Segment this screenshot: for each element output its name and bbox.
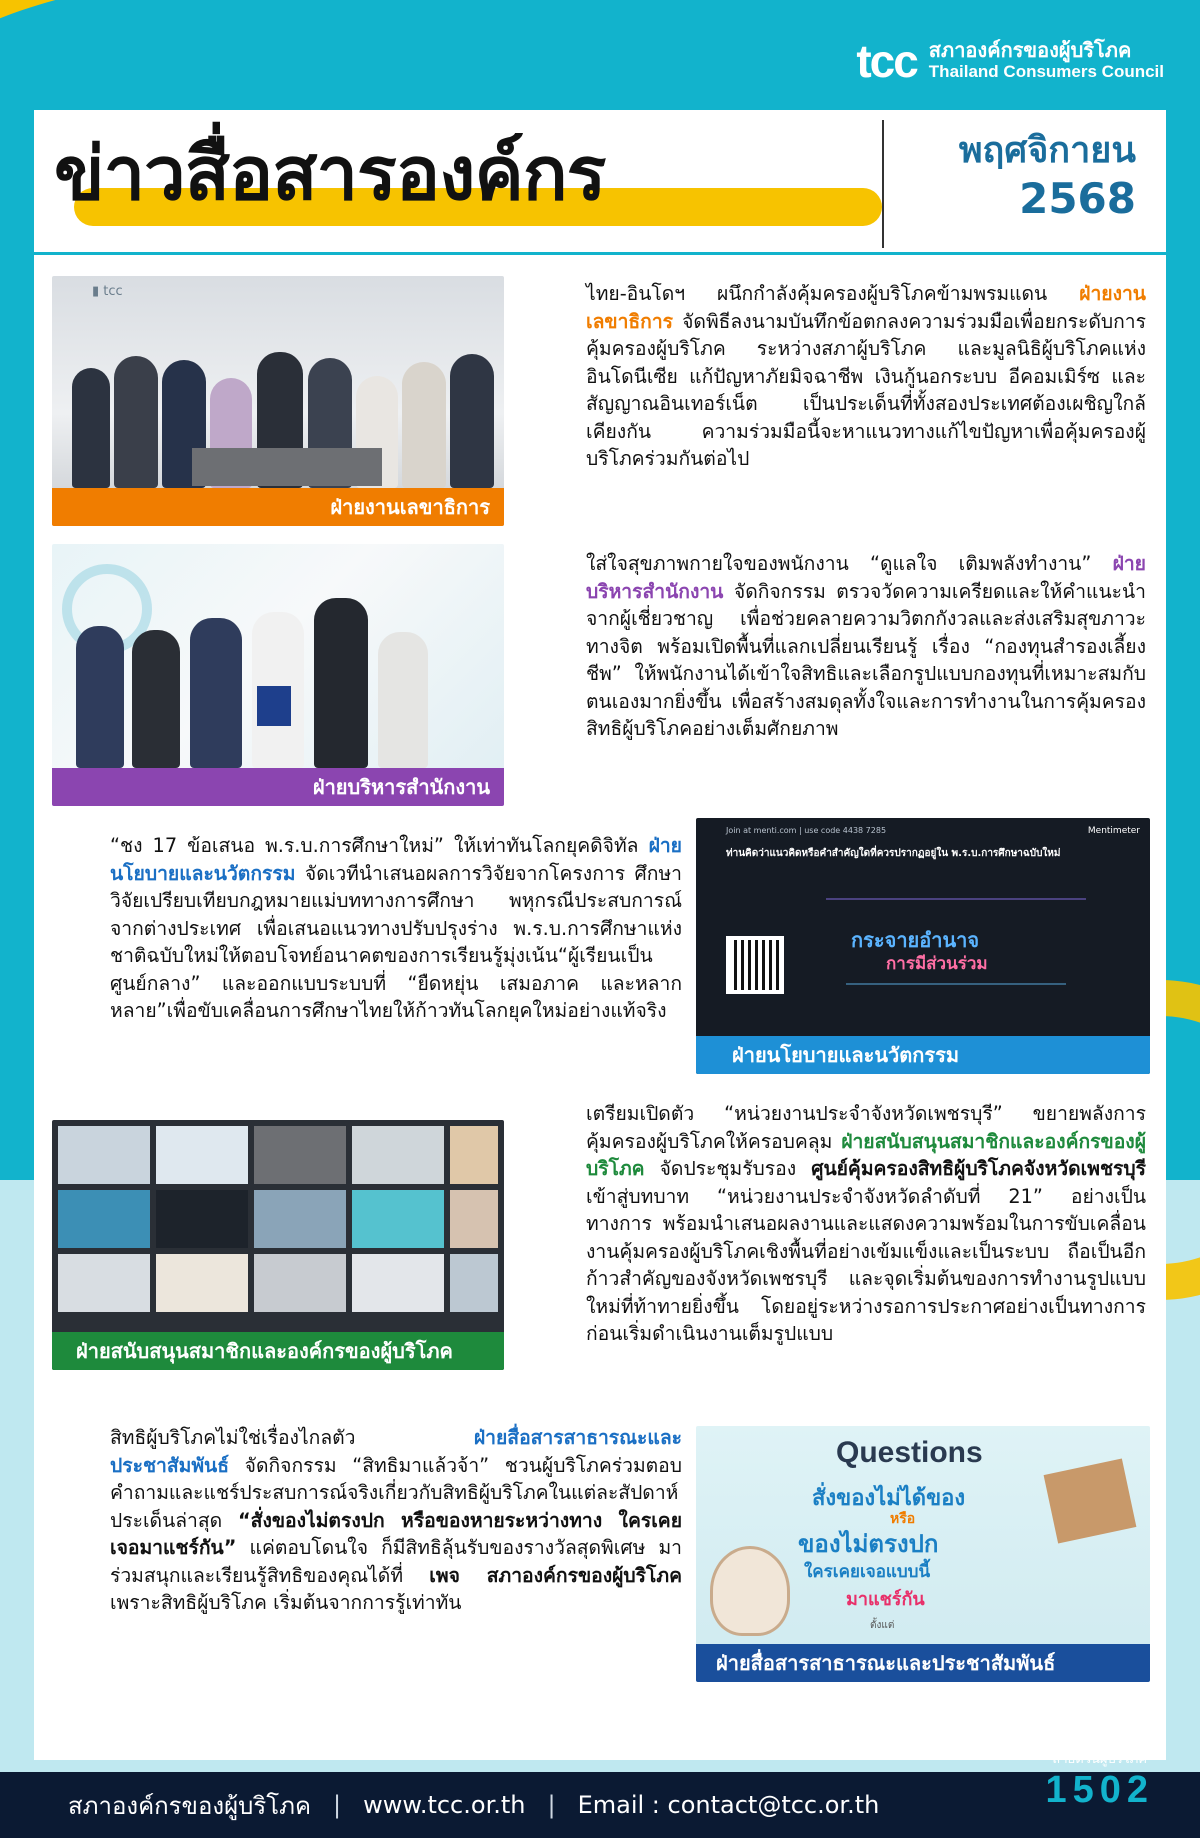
article-2-body: จัดกิจกรรม ตรวจวัดความเครียดและให้คำแนะนำจากผู้เชี่ยวชาญ เพื่อช่วยคลายความวิตกกังวลและส่งเสริมสุขภาวะทางจิต พร้อมเปิดพื้นที่แลกเปลี่ยนเรียนรู้ เรื่อง “กองทุนสำรองเลี้ยงชีพ” ให้พนักงานได้เข้าใจสิทธิและเลือกรูปแบบกองทุนที่เหมาะสมกับตนเองมากยิ่งขึ้น เพื่อสร้างสมดุลทั้งใจและการทำงานในการคุ้มครองสิทธิผู้บริโภคอย่างเต็มศักยภาพ [586,579,1146,740]
article-5-topic: “สั่งของไม่ตรงปก หรือของหายระหว่างทาง ใครเคยเจอมาแชร์กัน” [110,1508,682,1559]
article-5-caption: ฝ่ายสื่อสารสาธารณะและประชาสัมพันธ์ [696,1644,1150,1682]
issue-date [959,128,1136,226]
video-tile [450,1254,498,1312]
word-cloud-decor [846,983,1066,985]
article-1-body: จัดพิธีลงนามบันทึกข้อตกลงความร่วมมือเพื่อยกระดับการคุ้มครองผู้บริโภค ระหว่างสภาผู้บริโภค และมูลนิธิผู้บริโภคแห่งอินโดนีเซีย แก้ปัญหาภัยมิจฉาชีพ เงินกู้นอกระบบ อีคอมเมิร์ซ และสัญญาณอินเทอร์เน็ต เป็นประเด็นที่ทั้งสองประเทศต้องเผชิญใกล้เคียงกัน ความร่วมมือนี้จะหาแนวทางแก้ไขปัญหาเพื่อคุ้มครองผู้บริโภคร่วมกันต่อไป [586,309,1146,470]
article-3-paragraph [54,832,682,1025]
video-tile [156,1190,248,1248]
video-tile [58,1126,150,1184]
person [132,630,180,768]
poster-line-3: ของไม่ตรงปก [798,1530,939,1558]
article-4-department: ฝ่ายสนับสนุนสมาชิกและองค์กรของผู้บริโภค [586,1129,1146,1180]
article-5-poster[interactable] [696,1426,1150,1682]
poster-line-4: ใครเคยเจอแบบนี้ [804,1562,931,1582]
article-1-text [530,280,1146,473]
article-1-caption: ฝ่ายงานเลขาธิการ [52,488,504,526]
video-tile [352,1126,444,1184]
bear-mascot-icon [710,1546,790,1636]
newsletter-page [34,110,1166,1760]
article-3-department: ฝ่ายนโยบายและนวัตกรรม [110,834,682,885]
gift-box-icon [257,686,291,726]
word-cloud-decor [826,898,1086,900]
poster-line-6: ตั้งแต่ [870,1620,895,1631]
newsletter-header [34,110,1166,255]
article-4-caption: ฝ่ายสนับสนุนสมาชิกและองค์กรของผู้บริโภค [52,1332,504,1370]
footer-org: สภาองค์กรของผู้บริโภค [68,1791,312,1820]
tcc-logo-icon: tcc [856,35,917,87]
person [114,356,158,488]
slide-question: ท่านคิดว่าแนวคิดหรือคำสำคัญใดที่ควรปรากฏอยู่ใน พ.ร.บ.การศึกษาฉบับใหม่ [726,848,1061,859]
article-3-caption: ฝ่ายนโยบายและนวัตกรรม [696,1036,1150,1074]
brand-name-th: สภาองค์กรของผู้บริโภค [928,38,1132,63]
slide-code-line: Join at menti.com | use code 4438 7285 [726,826,887,835]
footer-divider: | [547,1791,556,1819]
issue-year: 2568 [1019,174,1136,223]
article-1-paragraph [530,280,1146,473]
article-2-department: ฝ่ายบริหารสำนักงาน [586,552,1146,603]
article-5-closing: เพราะสิทธิผู้บริโภค เริ่มต้นจากการรู้เท่าทัน [110,1591,462,1614]
video-tile [156,1254,248,1312]
video-tile [352,1190,444,1248]
poster-line-2: หรือ [890,1511,916,1527]
article-5-page-name: เพจ สภาองค์กรของผู้บริโภค [429,1563,682,1587]
parcel-box-icon [1044,1458,1137,1543]
article-4-photo[interactable] [52,1120,504,1370]
hotline-number: 1502 [1045,1768,1154,1811]
article-2-caption: ฝ่ายบริหารสำนักงาน [52,768,504,806]
footer-bar [0,1772,1200,1838]
video-tile [254,1126,346,1184]
article-1-lead: ไทย-อินโดฯ ผนึกกำลังคุ้มครองผู้บริโภคข้ามพรมแดน [586,282,1080,305]
issue-month: พฤศจิกายน [958,130,1136,171]
person [450,354,494,488]
video-tile [352,1254,444,1312]
article-2-paragraph [530,550,1146,743]
video-tile [58,1254,150,1312]
article-3-lead: “ชง 17 ข้อเสนอ พ.ร.บ.การศึกษาใหม่” ให้เท่าทันโลกยุคดิจิทัล [110,834,649,857]
article-2-photo[interactable] [52,544,504,806]
footer-email-link[interactable]: Email : contact@tcc.or.th [577,1791,880,1819]
hotline-label: สายด่วนผู้บริโภค [1052,1752,1148,1767]
footer-divider: | [333,1791,342,1819]
article-2-text [530,550,1146,743]
page-title: ข่าวสื่อสารองค์กร [54,131,606,217]
article-3-body: จัดเวทีนำเสนอผลการวิจัยจากโครงการ ศึกษาวิจัยเปรียบเทียบกฎหมายแม่บททางการศึกษา พหุกรณีประสบการณ์จากต่างประเทศ เพื่อเสนอแนวทางปรับปรุงร่าง พ.ร.บ.การศึกษาแห่งชาติฉบับใหม่ให้ตอบโจทย์อนาคตของการเรียนรู้มุ่งเน้น“ผู้เรียนเป็นศูนย์กลาง” และออกแบบระบบที่ “ยืดหยุ่น เสมอภาค และหลากหลาย”เพื่อขับเคลื่อนการศึกษาไทยให้ก้าวทันโลกยุคใหม่อย่างแท้จริง [110,861,682,1022]
poster-line-5: มาแชร์กัน [846,1589,925,1610]
person [190,618,242,768]
article-5-text [54,1424,682,1617]
person [402,362,446,488]
article-5-lead: สิทธิผู้บริโภคไม่ใช่เรื่องไกลตัว [110,1426,474,1449]
photo-backdrop-logo-icon: ▮ tcc [92,284,123,299]
article-5-department: ฝ่ายสื่อสารสาธารณะและประชาสัมพันธ์ [110,1426,682,1477]
video-tile [254,1190,346,1248]
qr-code-icon [726,936,784,994]
article-5-paragraph [54,1424,682,1617]
article-1-photo[interactable] [52,276,504,526]
video-tile [450,1190,498,1248]
video-tile [450,1126,498,1184]
brand-name-en: Thailand Consumers Council [928,62,1164,82]
slide-word-2: การมีส่วนร่วม [886,954,988,974]
hotline-box[interactable] [1045,1752,1154,1813]
article-4-lead: เตรียมเปิดตัว “หน่วยงานประจำจังหวัดเพชรบุรี” ขยายพลังการคุ้มครองผู้บริโภคให้ครอบคลุม [586,1102,1146,1153]
article-4-mid: จัดประชุมรับรอง [644,1157,812,1180]
video-tile [156,1126,248,1184]
person [314,598,368,768]
poster-questions: Questions [836,1436,983,1469]
poster-line-1: สั่งของไม่ได้ของ [812,1486,966,1511]
article-2-lead: ใส่ใจสุขภาพกายใจของพนักงาน “ดูแลใจ เติมพลังทำงาน” [586,552,1113,575]
person [76,626,124,768]
slide-word-1: กระจายอำนาจ [851,928,980,952]
article-4-text [530,1100,1146,1348]
article-5-body: แค่ตอบโดนใจ ก็มีสิทธิลุ้นรับของรางวัลสุดพิเศษ มาร่วมสนุกและเรียนรู้สิทธิของคุณได้ที่ [110,1536,682,1587]
footer-website-link[interactable]: www.tcc.or.th [363,1791,526,1819]
header-divider [882,120,884,248]
video-tile [254,1254,346,1312]
person [72,368,110,488]
article-4-center-name: ศูนย์คุ้มครองสิทธิผู้บริโภคจังหวัดเพชรบุรี [811,1157,1146,1180]
article-3-text [54,832,682,1025]
article-5-mid: จัดกิจกรรม “สิทธิมาแล้วจ้า” ชวนผู้บริโภคร่วมตอบคำถามและแชร์ประสบการณ์จริงเกี่ยวกับสิทธิผู้บริโภคในแต่ละสัปดาห์ ประเด็นล่าสุด [110,1453,682,1532]
brand-logo[interactable] [856,35,1164,87]
article-4-paragraph [530,1100,1146,1348]
article-1-department: ฝ่ายงานเลขาธิการ [586,282,1146,333]
video-tile [58,1190,150,1248]
mentimeter-brand: Mentimeter [1087,826,1140,836]
article-3-photo[interactable] [696,818,1150,1074]
article-4-body: เข้าสู่บทบาท “หน่วยงานประจำจังหวัดลำดับที่ 21” อย่างเป็นทางการ พร้อมนำเสนอผลงานและแสดงความพร้อมในการขับเคลื่อนงานคุ้มครองผู้บริโภคเชิงพื้นที่อย่างเข้มแข็งและเป็นระบบ ถือเป็นอีกก้าวสำคัญของจังหวัดเพชรบุรี และจุดเริ่มต้นของการทำงานรูปแบบใหม่ที่ท้าทายยิ่งขึ้น โดยอยู่ระหว่างรอการประกาศอย่างเป็นทางการก่อนเริ่มดำเนินงานเต็มรูปแบบ [586,1184,1146,1345]
signing-table [192,448,382,486]
brand-text [929,39,1164,82]
person [378,632,428,768]
